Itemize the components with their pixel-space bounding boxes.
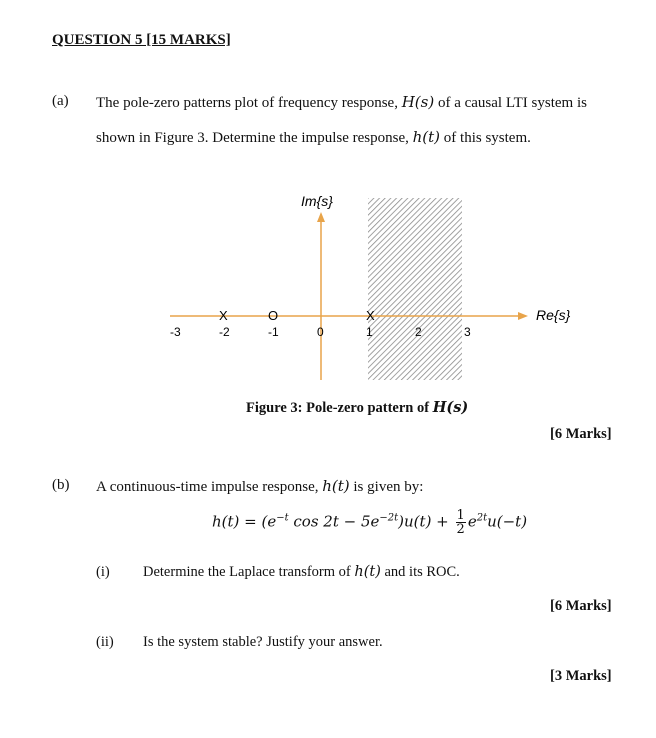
part-a-line1-pre: The pole-zero patterns plot of frequency response,: [96, 95, 402, 111]
sub-ii-marks: [3 Marks]: [550, 668, 612, 684]
tick-label: -3: [170, 325, 181, 339]
eq-tail: u(−t): [487, 512, 528, 531]
eq-mid2: )u(t) +: [398, 512, 454, 531]
part-a-line2-post: of this system.: [440, 130, 531, 146]
part-a-line2-pre: shown in Figure 3. Determine the impulse response,: [96, 130, 413, 146]
tick-label: 0: [317, 325, 324, 339]
eq-exp3: 2t: [476, 512, 488, 524]
tick-label: -2: [219, 325, 230, 339]
imag-axis-arrow: [317, 212, 325, 222]
eq-mid1: cos 2t − 5e: [288, 512, 380, 531]
sub-i-label: (i): [96, 564, 110, 580]
tick-label: -1: [268, 325, 279, 339]
eq-exp2: −2t: [379, 512, 399, 524]
part-b-intro: [96, 477, 423, 496]
part-b-label: (b): [52, 477, 70, 493]
impulse-response-equation: [212, 509, 527, 536]
pole-marker: X: [219, 308, 228, 323]
sub-i-h-of-t: h(t): [354, 564, 381, 580]
pole-marker: X: [366, 308, 375, 323]
shaded-roc-region: [368, 198, 462, 380]
sub-ii-label: (ii): [96, 634, 114, 650]
part-a-line1-post: of a causal LTI system is: [434, 95, 587, 111]
part-a-marks: [6 Marks]: [550, 426, 612, 442]
figure-caption-text: Figure 3: Pole-zero pattern of: [246, 400, 433, 416]
sub-i-text: [143, 564, 460, 581]
eq-fraction: [456, 509, 466, 536]
part-b-intro-post: is given by:: [349, 479, 424, 495]
part-b-intro-pre: A continuous-time impulse response,: [96, 479, 323, 495]
zero-marker: O: [268, 308, 279, 323]
figure-caption-H: H(s): [432, 399, 469, 416]
tick-label: 2: [415, 325, 422, 339]
sub-i-text-post: and its ROC.: [380, 564, 460, 580]
question-heading: QUESTION 5 [15 MARKS]: [52, 32, 231, 48]
sub-ii-text: Is the system stable? Justify your answer.: [143, 634, 383, 650]
part-a-label: (a): [52, 93, 69, 109]
eq-frac-den: 2: [456, 522, 465, 537]
sub-i-text-pre: Determine the Laplace transform of: [143, 564, 355, 580]
H-of-s: H(s): [401, 93, 435, 111]
part-b-h-of-t: h(t): [322, 477, 350, 495]
imag-axis-label: Im{s}: [301, 193, 333, 209]
sub-i-marks: [6 Marks]: [550, 598, 612, 614]
tick-label: 1: [366, 325, 373, 339]
eq-frac-num: 1: [456, 508, 465, 523]
h-of-t: h(t): [412, 128, 441, 146]
figure-caption: [246, 399, 468, 417]
eq-mid3: e: [467, 512, 477, 531]
real-axis-label: Re{s}: [536, 307, 571, 323]
tick-label: 3: [464, 325, 471, 339]
eq-lhs: h(t) = (e: [212, 512, 277, 531]
eq-exp1: −t: [276, 512, 289, 524]
real-axis-arrow: [518, 312, 528, 320]
